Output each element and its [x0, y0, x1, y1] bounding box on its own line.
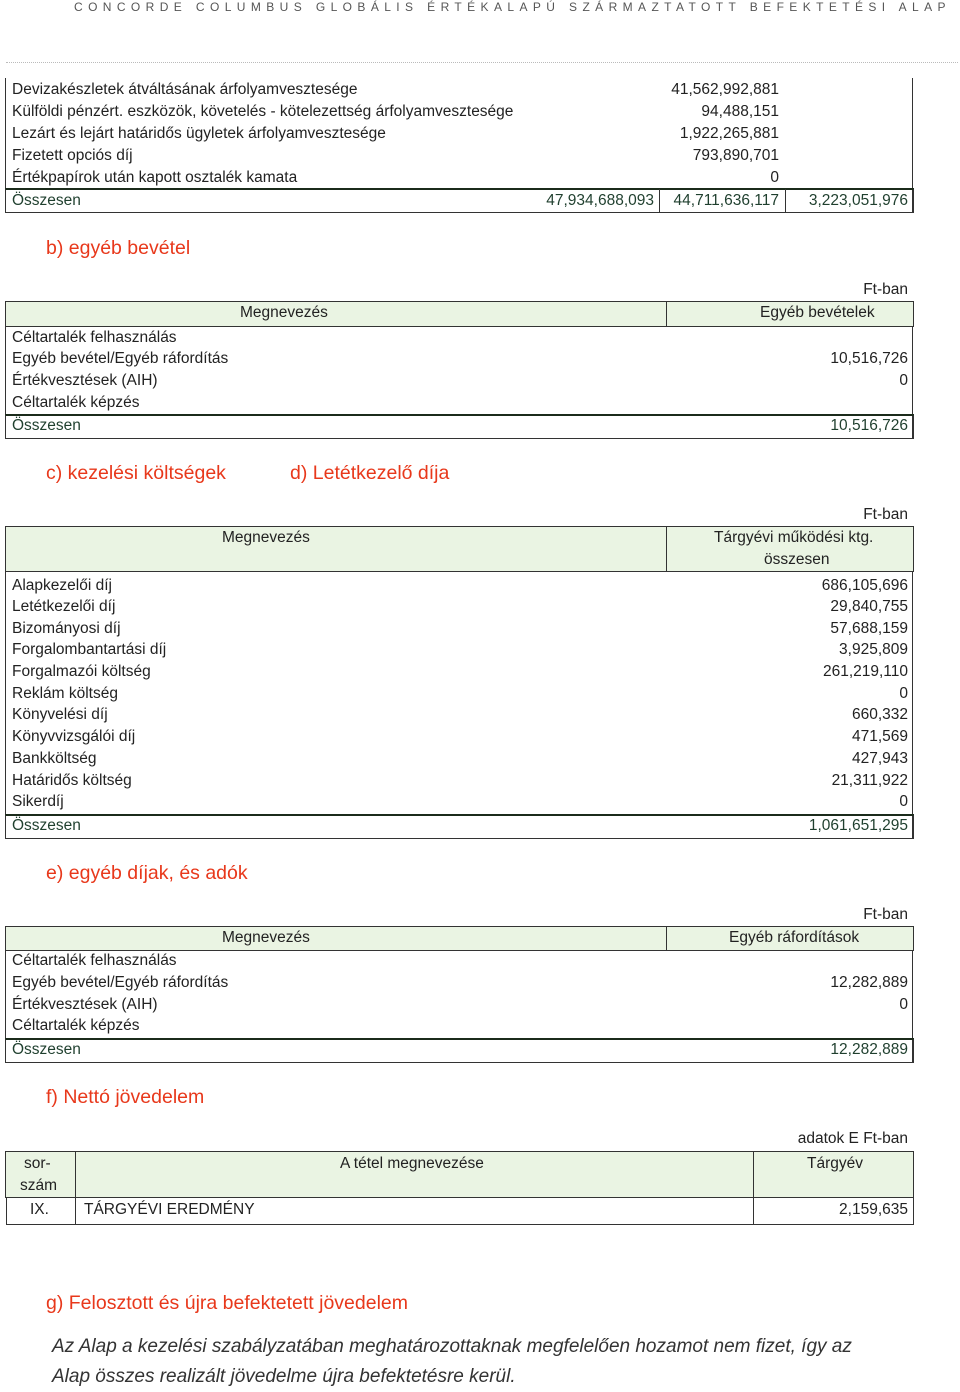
row-label: Letétkezelői díj [12, 598, 116, 615]
row-label: Reklám költség [12, 685, 118, 702]
total-label: Összesen [12, 192, 81, 209]
row-value: 0 [899, 793, 908, 810]
col-header-name: Megnevezés [240, 304, 328, 321]
row-label: Bankköltség [12, 750, 97, 767]
row-label: Alapkezelői díj [12, 577, 112, 594]
section-f-heading: f) Nettó jövedelem [46, 1086, 205, 1108]
table-border-right [912, 571, 913, 838]
row-label: Forgalmazói költség [12, 663, 151, 680]
row-value: 686,105,696 [821, 577, 908, 594]
row-value: 1,922,265,881 [679, 125, 779, 142]
unit-label: Ft-ban [863, 506, 908, 523]
unit-label: Ft-ban [863, 281, 908, 298]
row-label: Értékpapírok után kapott osztalék kamata [12, 169, 298, 186]
col-header-value: Tárgyév [807, 1155, 863, 1172]
row-label: Bizományosi díj [12, 620, 121, 637]
row-value: 12,282,889 [830, 974, 908, 991]
total-row [5, 414, 914, 439]
section-b-heading: b) egyéb bevétel [46, 237, 191, 259]
total-value: 10,516,726 [830, 417, 908, 434]
total-value: 1,061,651,295 [808, 817, 908, 834]
col-divider [666, 926, 667, 950]
row-label: Könyvelési díj [12, 706, 108, 723]
row-value: 29,840,755 [830, 598, 908, 615]
header-divider [6, 62, 958, 63]
col-divider [75, 1151, 76, 1224]
section-e-heading: e) egyéb díjak, és adók [46, 862, 248, 884]
row-label: Határidős költség [12, 772, 132, 789]
col-divider [666, 301, 667, 326]
row-label: Céltartalék felhasználás [12, 952, 177, 969]
section-d-heading: d) Letétkezelő díja [290, 462, 450, 484]
row-label: Egyéb bevétel/Egyéb ráfordítás [12, 974, 229, 991]
row-label: Külföldi pénzért. eszközök, követelés - kötelezettség árfolyamvesztesége [12, 103, 514, 120]
row-value: 94,488,151 [701, 103, 779, 120]
row-label: Céltartalék képzés [12, 394, 140, 411]
row-value: 427,943 [851, 750, 908, 767]
row-label: Értékvesztések (AIH) [12, 372, 158, 389]
total-label: Összesen [12, 1041, 81, 1058]
row-value: 0 [899, 372, 908, 389]
section-c-heading: c) kezelési költségek [46, 462, 226, 484]
total-row [5, 1038, 914, 1063]
row-value: 0 [899, 685, 908, 702]
document-header: CONCORDE COLUMBUS GLOBÁLIS ÉRTÉKALAPÚ SZÁRMAZTATOTT BEFEKTETÉSI ALAP [74, 0, 951, 14]
col-header-value-line2: összesen [764, 551, 830, 568]
row-label: Forgalombantartási díj [12, 641, 167, 658]
col-header-num-line1: sor- [24, 1155, 51, 1172]
col-header-name: Megnevezés [222, 929, 310, 946]
col-header-num-line2: szám [20, 1177, 58, 1194]
row-label: Céltartalék felhasználás [12, 329, 177, 346]
row-value: 471,569 [851, 728, 908, 745]
row-value: 3,925,809 [839, 641, 908, 658]
total-value: 12,282,889 [830, 1041, 908, 1058]
total-value-1: 47,934,688,093 [546, 192, 654, 209]
row-number: IX. [30, 1201, 49, 1218]
total-value-3: 3,223,051,976 [808, 192, 908, 209]
col-divider [659, 189, 660, 212]
row-label: TÁRGYÉVI EREDMÉNY [84, 1201, 255, 1218]
row-value: 41,562,992,881 [671, 81, 779, 98]
row-label: Devizakészletek átváltásának árfolyamvesztesége [12, 81, 358, 98]
row-value: 0 [899, 996, 908, 1013]
row-value: 10,516,726 [830, 350, 908, 367]
row-label: Könyvvizsgálói díj [12, 728, 136, 745]
col-header-name: Megnevezés [222, 529, 310, 546]
row-label: Fizetett opciós díj [12, 147, 133, 164]
unit-label: Ft-ban [863, 906, 908, 923]
row-value: 793,890,701 [692, 147, 779, 164]
row-value: 2,159,635 [839, 1201, 908, 1218]
row-value: 0 [770, 169, 779, 186]
row-value: 261,219,110 [822, 663, 908, 680]
row-label: Céltartalék képzés [12, 1017, 140, 1034]
row-label: Értékvesztések (AIH) [12, 996, 158, 1013]
row-label: Lezárt és lejárt határidős ügyletek árfolyamvesztesége [12, 125, 386, 142]
row-label: Sikerdíj [12, 793, 64, 810]
col-header-name: A tétel megnevezése [340, 1155, 484, 1172]
total-label: Összesen [12, 417, 81, 434]
unit-label: adatok E Ft-ban [797, 1130, 908, 1147]
paragraph-line-2: Alap összes realizált jövedelme újra befektetésre kerül. [52, 1366, 516, 1387]
paragraph-line-1: Az Alap a kezelési szabályzatában meghatározottaknak megfelelően hozamot nem fizet, így az [52, 1336, 852, 1357]
total-value-2: 44,711,636,117 [673, 192, 779, 209]
col-header-value: Egyéb bevételek [760, 304, 875, 321]
section-g-heading: g) Felosztott és újra befektetett jövedelem [46, 1292, 409, 1314]
total-label: Összesen [12, 817, 81, 834]
row-value: 660,332 [851, 706, 908, 723]
col-header-value: Egyéb ráfordítások [729, 929, 860, 946]
row-value: 21,311,922 [831, 772, 908, 789]
row-label: Egyéb bevétel/Egyéb ráfordítás [12, 350, 229, 367]
col-divider [753, 1151, 754, 1224]
col-header-value-line1: Tárgyévi működési ktg. [714, 529, 874, 546]
col-divider [785, 189, 786, 212]
row-value: 57,688,159 [830, 620, 908, 637]
col-divider [666, 526, 667, 571]
total-row [5, 814, 914, 839]
table-border-left [5, 571, 6, 838]
